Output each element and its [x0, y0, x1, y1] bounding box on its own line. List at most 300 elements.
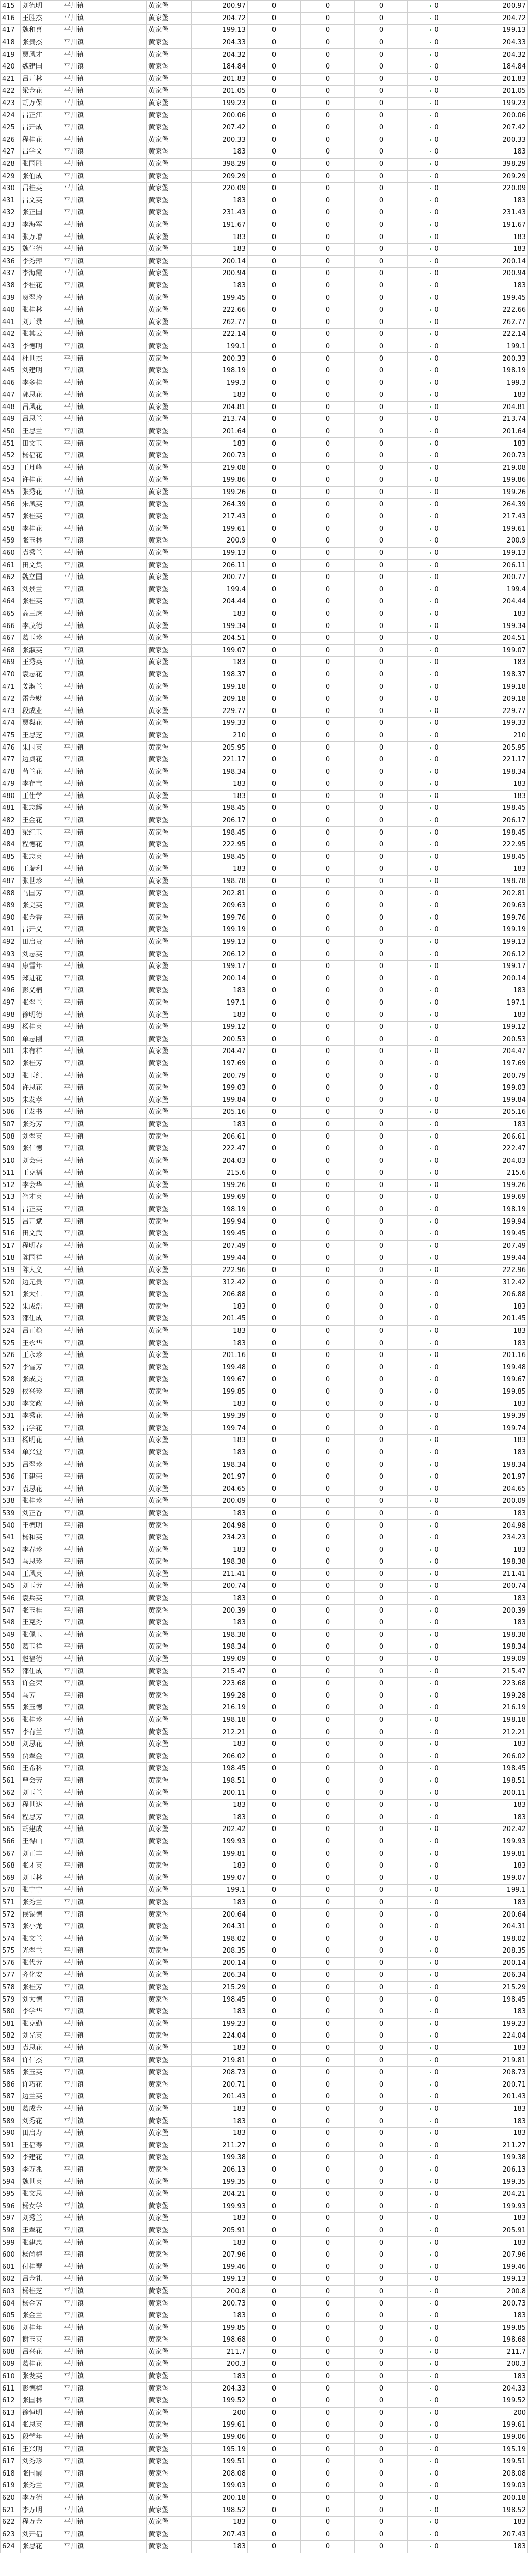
cell-row-number[interactable]: 577: [1, 1970, 21, 1982]
cell-village[interactable]: 黄家堡: [147, 1629, 192, 1641]
cell-total[interactable]: 200.9: [461, 535, 528, 548]
cell-total[interactable]: 183: [461, 1592, 528, 1605]
cell-amount[interactable]: 200.53: [192, 1033, 248, 1046]
cell-col-c[interactable]: 0: [355, 1435, 408, 1447]
cell-row-number[interactable]: 442: [1, 329, 21, 341]
table-row[interactable]: [1, 2383, 528, 2395]
cell-amount[interactable]: 183: [192, 608, 248, 620]
cell-blank[interactable]: [107, 1848, 147, 1860]
cell-row-number[interactable]: 503: [1, 1070, 21, 1082]
cell-col-c[interactable]: 0: [355, 1264, 408, 1277]
table-row[interactable]: [1, 1435, 528, 1447]
cell-total[interactable]: 183: [461, 1435, 528, 1447]
cell-blank[interactable]: [107, 304, 147, 316]
cell-col-b[interactable]: 0: [301, 1362, 355, 1374]
cell-blank[interactable]: [107, 1204, 147, 1216]
table-row[interactable]: [1, 1252, 528, 1265]
cell-name[interactable]: 袁思花: [21, 1483, 62, 1496]
cell-col-d[interactable]: [408, 1107, 461, 1119]
cell-row-number[interactable]: 574: [1, 1933, 21, 1945]
cell-col-a[interactable]: 0: [248, 2285, 301, 2298]
cell-blank[interactable]: [107, 2541, 147, 2553]
cell-col-b[interactable]: 0: [301, 25, 355, 37]
cell-name[interactable]: 张发英: [21, 2370, 62, 2383]
cell-blank[interactable]: [107, 195, 147, 207]
cell-amount[interactable]: 207.49: [192, 1240, 248, 1252]
cell-amount[interactable]: 200.14: [192, 973, 248, 985]
cell-col-a[interactable]: 0: [248, 2140, 301, 2152]
cell-col-a[interactable]: 0: [248, 2018, 301, 2030]
cell-col-c[interactable]: 0: [355, 1107, 408, 1119]
cell-name[interactable]: 李万明: [21, 2504, 62, 2517]
cell-name[interactable]: 彭义楠: [21, 985, 62, 997]
cell-col-a[interactable]: 0: [248, 1362, 301, 1374]
cell-col-c[interactable]: 0: [355, 1677, 408, 1690]
cell-row-number[interactable]: 520: [1, 1277, 21, 1289]
cell-amount[interactable]: 204.51: [192, 632, 248, 645]
table-row[interactable]: [1, 2334, 528, 2347]
cell-township[interactable]: 平川镇: [62, 1131, 107, 1143]
cell-township[interactable]: 平川镇: [62, 1702, 107, 1715]
cell-amount[interactable]: 183: [192, 2115, 248, 2128]
cell-total[interactable]: 183: [461, 608, 528, 620]
cell-row-number[interactable]: 580: [1, 2006, 21, 2018]
cell-col-b[interactable]: 0: [301, 1422, 355, 1435]
cell-township[interactable]: 平川镇: [62, 657, 107, 669]
cell-amount[interactable]: 183: [192, 243, 248, 256]
cell-amount[interactable]: 222.14: [192, 329, 248, 341]
cell-row-number[interactable]: 427: [1, 146, 21, 159]
cell-total[interactable]: 200.33: [461, 134, 528, 146]
table-row[interactable]: [1, 2030, 528, 2043]
cell-col-c[interactable]: 0: [355, 2115, 408, 2128]
cell-row-number[interactable]: 512: [1, 1179, 21, 1192]
cell-amount[interactable]: 204.65: [192, 1483, 248, 1496]
cell-col-b[interactable]: 0: [301, 1459, 355, 1471]
cell-name[interactable]: 李桂花: [21, 523, 62, 535]
cell-amount[interactable]: 222.47: [192, 1143, 248, 1155]
cell-col-c[interactable]: 0: [355, 1921, 408, 1933]
cell-blank[interactable]: [107, 280, 147, 292]
table-row[interactable]: [1, 1325, 528, 1337]
cell-village[interactable]: 黄家堡: [147, 2176, 192, 2189]
cell-township[interactable]: 平川镇: [62, 146, 107, 159]
cell-amount[interactable]: 199.45: [192, 292, 248, 304]
cell-amount[interactable]: 199.61: [192, 2419, 248, 2432]
cell-row-number[interactable]: 521: [1, 1289, 21, 1301]
cell-blank[interactable]: [107, 571, 147, 584]
cell-name[interactable]: 杨和英: [21, 1532, 62, 1544]
cell-total[interactable]: 204.03: [461, 1155, 528, 1167]
cell-col-b[interactable]: 0: [301, 2225, 355, 2237]
cell-col-d[interactable]: [408, 1471, 461, 1483]
cell-township[interactable]: 平川镇: [62, 1605, 107, 1617]
cell-village[interactable]: 黄家堡: [147, 1252, 192, 1265]
cell-village[interactable]: 黄家堡: [147, 2249, 192, 2261]
table-row[interactable]: [1, 2431, 528, 2444]
cell-blank[interactable]: [107, 1094, 147, 1107]
cell-col-c[interactable]: 0: [355, 888, 408, 900]
cell-blank[interactable]: [107, 560, 147, 572]
cell-village[interactable]: 黄家堡: [147, 2407, 192, 2419]
cell-col-c[interactable]: 0: [355, 268, 408, 280]
cell-col-b[interactable]: 0: [301, 1568, 355, 1581]
cell-col-b[interactable]: 0: [301, 900, 355, 912]
cell-township[interactable]: 平川镇: [62, 1009, 107, 1022]
cell-total[interactable]: 264.39: [461, 499, 528, 511]
cell-total[interactable]: 198.51: [461, 1775, 528, 1787]
cell-col-a[interactable]: 0: [248, 2346, 301, 2359]
cell-total[interactable]: 183: [461, 2541, 528, 2553]
cell-col-c[interactable]: 0: [355, 1313, 408, 1326]
cell-village[interactable]: 黄家堡: [147, 1483, 192, 1496]
cell-col-a[interactable]: 0: [248, 171, 301, 183]
cell-village[interactable]: 黄家堡: [147, 25, 192, 37]
table-row[interactable]: [1, 2018, 528, 2030]
cell-village[interactable]: 黄家堡: [147, 571, 192, 584]
cell-col-c[interactable]: 0: [355, 2504, 408, 2517]
cell-total[interactable]: 200.64: [461, 1909, 528, 1921]
cell-row-number[interactable]: 432: [1, 207, 21, 219]
table-row[interactable]: [1, 1714, 528, 1726]
cell-col-b[interactable]: 0: [301, 2103, 355, 2115]
cell-col-d[interactable]: [408, 1763, 461, 1775]
table-row[interactable]: [1, 1410, 528, 1422]
cell-row-number[interactable]: 550: [1, 1641, 21, 1654]
cell-total[interactable]: 199.51: [461, 2455, 528, 2468]
cell-col-a[interactable]: 0: [248, 1848, 301, 1860]
cell-total[interactable]: 199.33: [461, 718, 528, 730]
cell-col-d[interactable]: [408, 462, 461, 474]
cell-col-c[interactable]: 0: [355, 1301, 408, 1313]
cell-row-number[interactable]: 475: [1, 730, 21, 742]
cell-col-c[interactable]: 0: [355, 1131, 408, 1143]
cell-row-number[interactable]: 536: [1, 1471, 21, 1483]
cell-col-b[interactable]: 0: [301, 1435, 355, 1447]
cell-col-b[interactable]: 0: [301, 875, 355, 888]
cell-name[interactable]: 吕正江: [21, 110, 62, 122]
cell-village[interactable]: 黄家堡: [147, 1617, 192, 1629]
cell-total[interactable]: 198.38: [461, 1629, 528, 1641]
cell-village[interactable]: 黄家堡: [147, 1714, 192, 1726]
cell-col-b[interactable]: 0: [301, 1277, 355, 1289]
cell-col-d[interactable]: [408, 742, 461, 754]
cell-row-number[interactable]: 588: [1, 2103, 21, 2115]
cell-col-a[interactable]: 0: [248, 486, 301, 499]
cell-amount[interactable]: 199.07: [192, 645, 248, 657]
cell-amount[interactable]: 183: [192, 2516, 248, 2529]
cell-township[interactable]: 平川镇: [62, 182, 107, 195]
cell-amount[interactable]: 206.17: [192, 815, 248, 827]
cell-col-b[interactable]: 0: [301, 1544, 355, 1556]
cell-village[interactable]: 黄家堡: [147, 2042, 192, 2055]
cell-col-a[interactable]: 0: [248, 1520, 301, 1532]
cell-township[interactable]: 平川镇: [62, 1763, 107, 1775]
cell-col-b[interactable]: 0: [301, 778, 355, 791]
cell-col-d[interactable]: [408, 1714, 461, 1726]
cell-village[interactable]: 黄家堡: [147, 1313, 192, 1326]
cell-amount[interactable]: 217.43: [192, 511, 248, 523]
cell-total[interactable]: 199.1: [461, 1885, 528, 1897]
table-row[interactable]: [1, 1568, 528, 1581]
cell-blank[interactable]: [107, 669, 147, 681]
cell-blank[interactable]: [107, 632, 147, 645]
cell-blank[interactable]: [107, 2455, 147, 2468]
cell-col-a[interactable]: 0: [248, 2359, 301, 2371]
cell-col-c[interactable]: 0: [355, 1362, 408, 1374]
cell-col-d[interactable]: [408, 304, 461, 316]
cell-amount[interactable]: 183: [192, 1544, 248, 1556]
cell-col-c[interactable]: 0: [355, 1872, 408, 1885]
cell-blank[interactable]: [107, 329, 147, 341]
cell-township[interactable]: 平川镇: [62, 12, 107, 25]
table-row[interactable]: [1, 1860, 528, 1872]
cell-col-b[interactable]: 0: [301, 632, 355, 645]
cell-col-d[interactable]: [408, 1009, 461, 1022]
cell-blank[interactable]: [107, 365, 147, 377]
cell-col-c[interactable]: 0: [355, 2237, 408, 2249]
cell-name[interactable]: 张正国: [21, 207, 62, 219]
cell-blank[interactable]: [107, 1592, 147, 1605]
table-row[interactable]: [1, 2359, 528, 2371]
cell-township[interactable]: 平川镇: [62, 2006, 107, 2018]
cell-col-c[interactable]: 0: [355, 243, 408, 256]
cell-village[interactable]: 黄家堡: [147, 1568, 192, 1581]
cell-village[interactable]: 黄家堡: [147, 900, 192, 912]
cell-blank[interactable]: [107, 207, 147, 219]
cell-col-c[interactable]: 0: [355, 2261, 408, 2274]
cell-township[interactable]: 平川镇: [62, 742, 107, 754]
cell-village[interactable]: 黄家堡: [147, 1690, 192, 1702]
table-row[interactable]: [1, 2152, 528, 2164]
cell-col-c[interactable]: 0: [355, 1410, 408, 1422]
cell-total[interactable]: 234.23: [461, 1532, 528, 1544]
cell-row-number[interactable]: 570: [1, 1885, 21, 1897]
cell-total[interactable]: 205.16: [461, 1107, 528, 1119]
cell-village[interactable]: 黄家堡: [147, 1581, 192, 1593]
cell-village[interactable]: 黄家堡: [147, 134, 192, 146]
cell-col-a[interactable]: 0: [248, 2103, 301, 2115]
cell-col-d[interactable]: [408, 2140, 461, 2152]
cell-row-number[interactable]: 569: [1, 1872, 21, 1885]
cell-amount[interactable]: 204.32: [192, 49, 248, 61]
table-row[interactable]: [1, 146, 528, 159]
cell-total[interactable]: 231.43: [461, 207, 528, 219]
table-row[interactable]: [1, 1921, 528, 1933]
cell-col-b[interactable]: 0: [301, 2334, 355, 2347]
cell-total[interactable]: 198.19: [461, 365, 528, 377]
cell-col-d[interactable]: [408, 1325, 461, 1337]
table-row[interactable]: [1, 863, 528, 876]
cell-township[interactable]: 平川镇: [62, 1592, 107, 1605]
cell-col-a[interactable]: 0: [248, 1374, 301, 1386]
cell-col-b[interactable]: 0: [301, 1994, 355, 2006]
cell-amount[interactable]: 200.3: [192, 2359, 248, 2371]
cell-col-b[interactable]: 0: [301, 1107, 355, 1119]
cell-township[interactable]: 平川镇: [62, 2213, 107, 2225]
cell-col-d[interactable]: [408, 2066, 461, 2079]
cell-village[interactable]: 黄家堡: [147, 2213, 192, 2225]
cell-name[interactable]: 贾翠金: [21, 1751, 62, 1763]
cell-township[interactable]: 平川镇: [62, 1459, 107, 1471]
cell-col-c[interactable]: 0: [355, 1277, 408, 1289]
cell-township[interactable]: 平川镇: [62, 414, 107, 426]
cell-col-a[interactable]: 0: [248, 499, 301, 511]
cell-name[interactable]: 张淑英: [21, 645, 62, 657]
cell-name[interactable]: 高三虎: [21, 608, 62, 620]
cell-blank[interactable]: [107, 1617, 147, 1629]
cell-name[interactable]: 王福寿: [21, 2140, 62, 2152]
cell-col-c[interactable]: 0: [355, 1605, 408, 1617]
cell-row-number[interactable]: 531: [1, 1410, 21, 1422]
cell-col-a[interactable]: 0: [248, 863, 301, 876]
cell-total[interactable]: 183: [461, 2006, 528, 2018]
cell-village[interactable]: 黄家堡: [147, 316, 192, 329]
cell-total[interactable]: 199.93: [461, 2200, 528, 2213]
cell-col-b[interactable]: 0: [301, 1641, 355, 1654]
cell-name[interactable]: 张仁德: [21, 1143, 62, 1155]
cell-amount[interactable]: 183: [192, 2006, 248, 2018]
cell-blank[interactable]: [107, 2188, 147, 2200]
cell-row-number[interactable]: 446: [1, 377, 21, 389]
cell-village[interactable]: 黄家堡: [147, 1082, 192, 1094]
cell-total[interactable]: 200.18: [461, 2492, 528, 2504]
cell-amount[interactable]: 199.13: [192, 25, 248, 37]
cell-col-a[interactable]: 0: [248, 2079, 301, 2091]
table-row[interactable]: [1, 86, 528, 98]
cell-col-b[interactable]: 0: [301, 1313, 355, 1326]
cell-col-b[interactable]: 0: [301, 1945, 355, 1958]
cell-village[interactable]: 黄家堡: [147, 2066, 192, 2079]
cell-row-number[interactable]: 514: [1, 1204, 21, 1216]
cell-name[interactable]: 李多桂: [21, 377, 62, 389]
cell-village[interactable]: 黄家堡: [147, 86, 192, 98]
cell-amount[interactable]: 183: [192, 231, 248, 244]
cell-col-a[interactable]: 0: [248, 1763, 301, 1775]
cell-col-c[interactable]: 0: [355, 195, 408, 207]
cell-blank[interactable]: [107, 1811, 147, 1824]
cell-township[interactable]: 平川镇: [62, 2285, 107, 2298]
cell-col-b[interactable]: 0: [301, 122, 355, 134]
table-row[interactable]: [1, 353, 528, 365]
cell-col-b[interactable]: 0: [301, 1228, 355, 1240]
cell-row-number[interactable]: 609: [1, 2359, 21, 2371]
table-row[interactable]: [1, 1885, 528, 1897]
cell-village[interactable]: 黄家堡: [147, 1799, 192, 1811]
cell-col-d[interactable]: [408, 1896, 461, 1909]
cell-name[interactable]: 李茂德: [21, 620, 62, 633]
cell-village[interactable]: 黄家堡: [147, 1021, 192, 1033]
cell-total[interactable]: 219.81: [461, 2055, 528, 2067]
cell-col-a[interactable]: 0: [248, 973, 301, 985]
cell-township[interactable]: 平川镇: [62, 73, 107, 86]
cell-row-number[interactable]: 617: [1, 2455, 21, 2468]
cell-row-number[interactable]: 419: [1, 49, 21, 61]
cell-row-number[interactable]: 596: [1, 2200, 21, 2213]
cell-blank[interactable]: [107, 49, 147, 61]
cell-total[interactable]: 201.16: [461, 1349, 528, 1362]
cell-amount[interactable]: 206.61: [192, 1131, 248, 1143]
cell-blank[interactable]: [107, 790, 147, 803]
cell-blank[interactable]: [107, 243, 147, 256]
cell-amount[interactable]: 199.28: [192, 1690, 248, 1702]
table-row[interactable]: [1, 243, 528, 256]
cell-row-number[interactable]: 439: [1, 292, 21, 304]
cell-col-d[interactable]: [408, 960, 461, 973]
cell-township[interactable]: 平川镇: [62, 815, 107, 827]
cell-col-c[interactable]: 0: [355, 486, 408, 499]
table-row[interactable]: [1, 2346, 528, 2359]
cell-name[interactable]: 张世珍: [21, 875, 62, 888]
cell-township[interactable]: 平川镇: [62, 900, 107, 912]
cell-blank[interactable]: [107, 997, 147, 1009]
cell-col-b[interactable]: 0: [301, 2407, 355, 2419]
cell-row-number[interactable]: 476: [1, 742, 21, 754]
cell-col-a[interactable]: 0: [248, 1447, 301, 1459]
cell-township[interactable]: 平川镇: [62, 2322, 107, 2334]
cell-col-b[interactable]: 0: [301, 754, 355, 766]
cell-village[interactable]: 黄家堡: [147, 2383, 192, 2395]
table-row[interactable]: [1, 25, 528, 37]
cell-village[interactable]: 黄家堡: [147, 61, 192, 73]
cell-name[interactable]: 许思花: [21, 1082, 62, 1094]
cell-amount[interactable]: 211.41: [192, 1568, 248, 1581]
cell-col-b[interactable]: 0: [301, 1981, 355, 1994]
cell-village[interactable]: 黄家堡: [147, 171, 192, 183]
cell-col-c[interactable]: 0: [355, 1447, 408, 1459]
cell-col-d[interactable]: [408, 1094, 461, 1107]
cell-blank[interactable]: [107, 1933, 147, 1945]
cell-row-number[interactable]: 438: [1, 280, 21, 292]
cell-blank[interactable]: [107, 2213, 147, 2225]
cell-col-d[interactable]: [408, 948, 461, 961]
cell-total[interactable]: 206.17: [461, 815, 528, 827]
cell-row-number[interactable]: 607: [1, 2334, 21, 2347]
cell-township[interactable]: 平川镇: [62, 1970, 107, 1982]
cell-township[interactable]: 平川镇: [62, 2066, 107, 2079]
cell-col-b[interactable]: 0: [301, 2395, 355, 2407]
cell-total[interactable]: 222.14: [461, 329, 528, 341]
cell-name[interactable]: 李春珍: [21, 1544, 62, 1556]
cell-total[interactable]: 199.07: [461, 645, 528, 657]
cell-blank[interactable]: [107, 960, 147, 973]
cell-blank[interactable]: [107, 754, 147, 766]
cell-total[interactable]: 207.43: [461, 2529, 528, 2541]
cell-amount[interactable]: 183: [192, 1435, 248, 1447]
cell-col-d[interactable]: [408, 1374, 461, 1386]
cell-col-c[interactable]: 0: [355, 511, 408, 523]
table-row[interactable]: [1, 766, 528, 778]
cell-col-c[interactable]: 0: [355, 851, 408, 863]
cell-village[interactable]: 黄家堡: [147, 1192, 192, 1204]
cell-amount[interactable]: 199.84: [192, 1094, 248, 1107]
cell-township[interactable]: 平川镇: [62, 256, 107, 268]
cell-col-b[interactable]: 0: [301, 2541, 355, 2553]
cell-col-b[interactable]: 0: [301, 231, 355, 244]
cell-col-c[interactable]: 0: [355, 912, 408, 924]
cell-township[interactable]: 平川镇: [62, 1775, 107, 1787]
cell-col-d[interactable]: [408, 1046, 461, 1058]
cell-township[interactable]: 平川镇: [62, 110, 107, 122]
cell-amount[interactable]: 183: [192, 1860, 248, 1872]
table-row[interactable]: [1, 1994, 528, 2006]
cell-col-d[interactable]: [408, 1228, 461, 1240]
cell-total[interactable]: 198.34: [461, 1641, 528, 1654]
cell-total[interactable]: 183: [461, 1860, 528, 1872]
cell-col-a[interactable]: 0: [248, 1216, 301, 1228]
cell-col-b[interactable]: 0: [301, 1677, 355, 1690]
cell-village[interactable]: 黄家堡: [147, 365, 192, 377]
